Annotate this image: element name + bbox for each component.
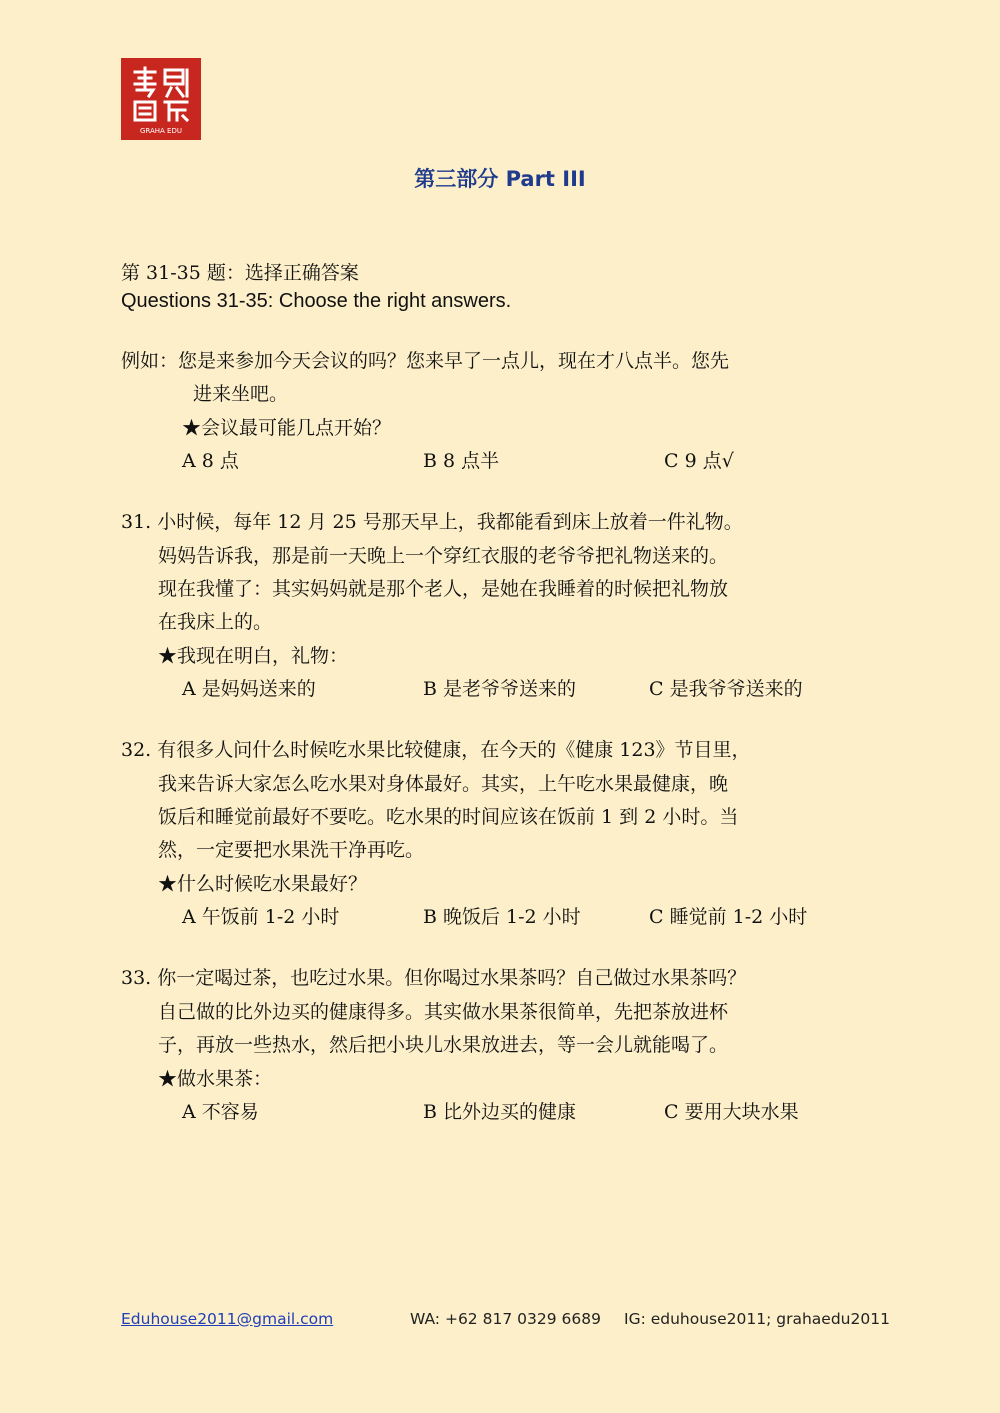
- q31-option-b: B 是老爷爷送来的: [423, 678, 577, 700]
- q32-option-a: A 午饭前 1-2 小时: [182, 906, 340, 928]
- q33-text-line: 自己做的比外边买的健康得多。其实做水果茶很简单，先把茶放进杯: [158, 1001, 729, 1023]
- q33-text-line: 子，再放一些热水，然后把小块儿水果放进去，等一会儿就能喝了。: [158, 1034, 729, 1056]
- q31-text-line: 现在我懂了：其实妈妈就是那个老人，是她在我睡着的时候把礼物放: [158, 578, 729, 600]
- footer-whatsapp: WA: +62 817 0329 6689: [410, 1310, 601, 1328]
- q32-text-line: 然，一定要把水果洗干净再吃。: [158, 839, 425, 861]
- q31-option-a: A 是妈妈送来的: [182, 678, 316, 700]
- example-line: 例如：您是来参加今天会议的吗？您来早了一点儿，现在才八点半。您先: [121, 350, 730, 372]
- example-option-c: C 9 点√: [664, 450, 734, 472]
- instructions-en: Questions 31-35: Choose the right answers.: [121, 290, 512, 312]
- q33-question: ★做水果茶：: [158, 1068, 273, 1090]
- example-option-b: B 8 点半: [423, 450, 500, 472]
- q33-text-line: 33. 你一定喝过茶，也吃过水果。但你喝过水果茶吗？自己做过水果茶吗？: [121, 967, 747, 989]
- q31-text-line: 31. 小时候，每年 12 月 25 号那天早上，我都能看到床上放着一件礼物。: [121, 511, 743, 533]
- q32-question: ★什么时候吃水果最好？: [158, 873, 368, 895]
- q32-option-b: B 晚饭后 1-2 小时: [423, 906, 581, 928]
- example-option-a: A 8 点: [182, 450, 239, 472]
- part-title: 第三部分 Part III: [414, 167, 586, 191]
- q32-text-line: 我来告诉大家怎么吃水果对身体最好。其实，上午吃水果最健康，晚: [158, 773, 729, 795]
- example-question: ★会议最可能几点开始？: [182, 417, 392, 439]
- q33-option-b: B 比外边买的健康: [423, 1101, 577, 1123]
- q31-question: ★我现在明白，礼物：: [158, 645, 349, 667]
- footer-email-link[interactable]: Eduhouse2011@gmail.com: [121, 1310, 334, 1328]
- q33-option-c: C 要用大块水果: [664, 1101, 799, 1123]
- footer-instagram: IG: eduhouse2011; grahaedu2011: [624, 1310, 890, 1328]
- q31-text-line: 妈妈告诉我，那是前一天晚上一个穿红衣服的老爷爷把礼物送来的。: [158, 545, 729, 567]
- q33-option-a: A 不容易: [182, 1101, 259, 1123]
- q32-option-c: C 睡觉前 1-2 小时: [649, 906, 808, 928]
- instructions-zh: 第 31-35 题：选择正确答案: [121, 262, 359, 284]
- graha-edu-logo: [121, 58, 201, 140]
- q32-text-line: 32. 有很多人问什么时候吃水果比较健康，在今天的《健康 123》节目里，: [121, 739, 751, 761]
- q31-option-c: C 是我爷爷送来的: [649, 678, 803, 700]
- example-line: 进来坐吧。: [193, 383, 289, 405]
- q31-text-line: 在我床上的。: [158, 611, 273, 633]
- q32-text-line: 饭后和睡觉前最好不要吃。吃水果的时间应该在饭前 1 到 2 小时。当: [158, 806, 739, 828]
- logo-caption: GRAHA EDU: [139, 127, 183, 135]
